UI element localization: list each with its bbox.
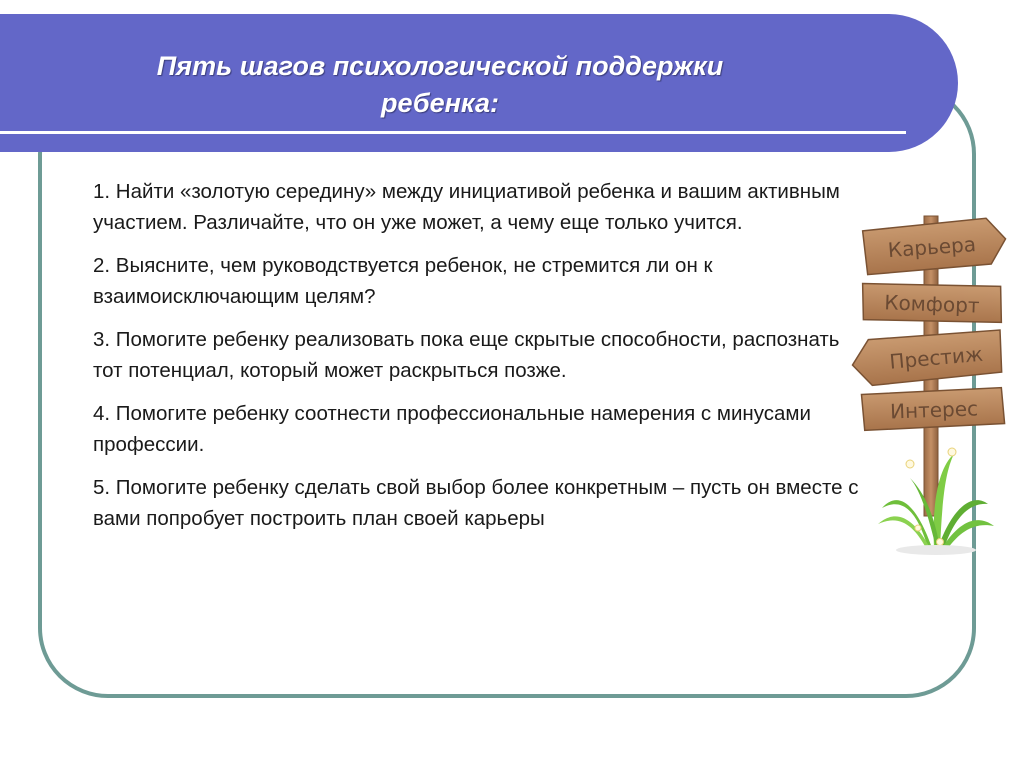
sign-karera xyxy=(862,217,1007,275)
ground-shadow xyxy=(896,545,976,555)
steps-list xyxy=(93,176,861,546)
sign-label-interes: Интерес xyxy=(889,396,979,424)
sign-komfort xyxy=(861,282,1002,325)
step-item-5: 5. Помогите ребенку сделать свой выбор более конкретным – пусть он вместе с вами попробует построить план своей карьеры xyxy=(93,476,859,530)
sign-prestizh xyxy=(850,328,1003,387)
step-item-2: 2. Выясните, чем руководствуется ребенок, не стремится ли он к взаимоисключающим целям? xyxy=(93,254,713,308)
step-item-1: 1. Найти «золотую середину» между инициативой ребенка и вашим активным участием. Различайте, что он уже может, а чему еще только учится. xyxy=(93,180,840,234)
signpost-illustration xyxy=(848,208,1018,558)
title-underline xyxy=(0,131,906,134)
sign-label-karera: Карьера xyxy=(887,232,977,263)
title-line-2: ребенка: xyxy=(381,88,499,118)
title-line-1: Пять шагов психологической поддержки xyxy=(156,51,724,81)
sign-interes xyxy=(861,388,1004,431)
sign-label-komfort: Комфорт xyxy=(883,290,980,318)
sign-label-prestizh: Престиж xyxy=(888,341,984,374)
slide-title xyxy=(60,48,820,122)
step-item-3: 3. Помогите ребенку реализовать пока еще скрытые способности, распознать тот потенциал, который может раскрыться позже. xyxy=(93,328,840,382)
step-item-4: 4. Помогите ребенку соотнести профессиональные намерения с минусами профессии. xyxy=(93,402,811,456)
